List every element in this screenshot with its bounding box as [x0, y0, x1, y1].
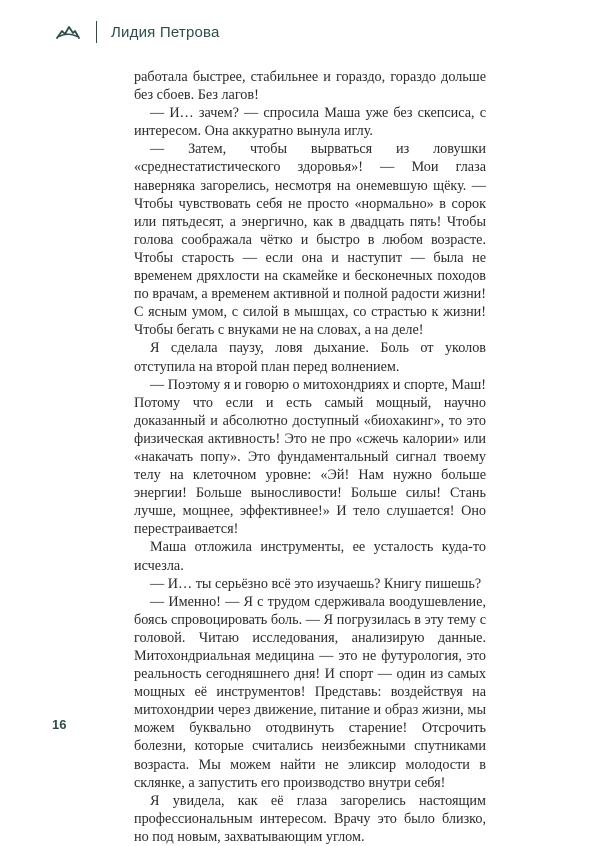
- running-header: [56, 22, 220, 42]
- paragraph: работала быстрее, стабильнее и гораздо, гораздо дольше без сбоев. Без лагов!: [134, 69, 486, 104]
- paragraph: — Затем, чтобы вырваться из ловушки «среднестатистического здоровья»! — Мои глаза наверняка загорелись, несмотря на онемевшую щёку. — Чтобы чувствовать себя не просто «нормально» в сорок или пятьдесят, а энергично, как в двадцать пять! Чтобы голова соображала чётко и быстро в любом возрасте. Чтобы старость — если она и наступит — была не временем дряхлости на скамейке и бесконечных походов по врачам, а временем активной и полной радости жизни! С ясным умом, с силой в мышцах, со страстью к жизни! Чтобы бегать с внуками не на словах, а на деле!: [134, 141, 486, 339]
- paragraph: — И… зачем? — спросила Маша уже без скепсиса, с интересом. Она аккуратно вынула иглу.: [134, 105, 486, 140]
- paragraph: Я увидела, как её глаза загорелись настоящим профессиональным интересом. Врачу это было близко, но под новым, захватывающим углом.: [134, 792, 486, 845]
- paragraph: Я сделала паузу, ловя дыхание. Боль от уколов отступила на второй план перед волнением.: [134, 340, 486, 375]
- paragraph: — Поэтому я и говорю о митохондриях и спорте, Маш! Потому что если и есть самый мощный, научно доказанный и абсолютно доступный «биохакинг», то это физическая активность! Это не про «сжечь калории» или «накачать попу». Это фундаментальный сигнал твоему телу на клеточном уровне: «Эй! Нам нужно больше энергии! Больше выносливости! Больше силы! Стань лучше, мощнее, эффективнее!» И тело слушается! Оно перестраивается!: [134, 376, 486, 538]
- paragraph: — И… ты серьёзно всё это изучаешь? Книгу пишешь?: [150, 575, 482, 592]
- paragraph: Маша отложила инструменты, ее усталость куда-то исчезла.: [134, 539, 486, 574]
- header-divider: [96, 21, 97, 43]
- body-text: [134, 68, 486, 846]
- mountain-logo-icon: [56, 23, 80, 41]
- author-name: Лидия Петрова: [111, 23, 220, 41]
- page-number: 16: [52, 717, 67, 732]
- paragraph: — Именно! — Я с трудом сдерживала воодушевление, боясь спровоцировать боль. — Я погрузилась в эту тему с головой. Читаю исследования, анализирую данные. Митохондриальная медицина — это не футурология, это реальность сегодняшнего дня! И спорт — один из самых мощных её инструментов! Представь: воздействуя на митохондрии через движение, питание и образ жизни, мы можем буквально отодвинуть старение! Отсрочить болезни, которые считались неизбежными спутниками возраста. Мы можем найти не эликсир молодости в склянке, а запустить его производство внутри себя!: [134, 593, 486, 791]
